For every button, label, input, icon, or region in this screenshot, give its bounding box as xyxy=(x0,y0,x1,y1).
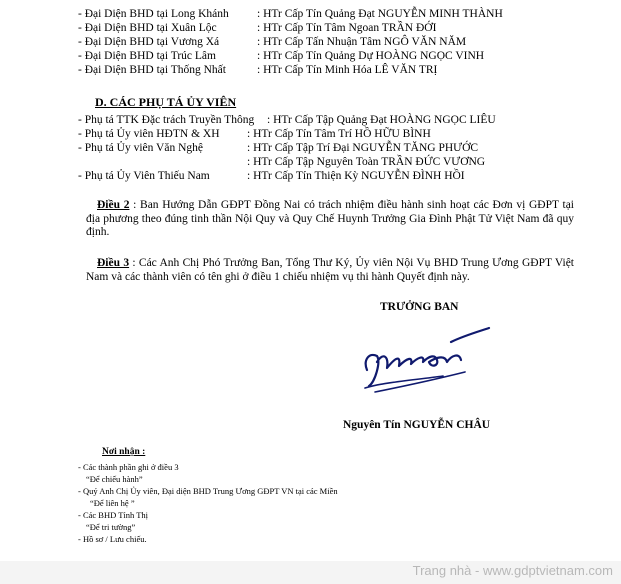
assistant-value: : HTr Cấp Tín Tâm Trí HỒ HỮU BÌNH xyxy=(247,128,431,140)
delegate-row xyxy=(78,22,437,35)
delegate-label: - Đại Diện BHD tại Vương Xá xyxy=(78,36,220,48)
section-d-heading: D. CÁC PHỤ TÁ ỦY VIÊN xyxy=(95,95,237,109)
handwritten-signature xyxy=(355,322,495,402)
article-2-paragraph xyxy=(86,199,574,240)
delegate-row xyxy=(78,8,503,21)
site-footer: Trang nhà - www.gdptvietnam.com xyxy=(412,563,613,578)
delegate-label: - Đại Diện BHD tại Xuân Lộc xyxy=(78,22,217,34)
assistant-value: : HTr Cấp Tập Nguyên Toàn TRẦN ĐỨC VƯƠNG xyxy=(247,156,486,168)
recipient-line: - Các thành phần ghi ở điều 3 xyxy=(78,462,179,472)
recipient-line: - Quý Anh Chị Ủy viên, Đại diện BHD Trung Ương GĐPT VN tại các Miền xyxy=(78,486,338,496)
delegate-value: : HTr Cấp Tín Tâm Ngoan TRẦN ĐỚI xyxy=(257,22,437,34)
delegate-value: : HTr Cấp Tín Quảng Đạt NGUYỄN MINH THÀNH xyxy=(257,8,503,20)
assistant-label: - Phụ tá Ủy viên HĐTN & XH xyxy=(78,128,220,140)
delegate-value: : HTr Cấp Tín Minh Hóa LÊ VĂN TRỊ xyxy=(257,64,438,76)
delegate-row xyxy=(78,64,438,77)
assistant-row xyxy=(78,114,496,127)
recipient-line: - Các BHD Tỉnh Thị xyxy=(78,510,149,520)
article-3-paragraph xyxy=(86,257,574,284)
delegate-row xyxy=(78,36,467,49)
recipient-line: “Để tri tường” xyxy=(86,522,136,532)
assistant-value: : HTr Cấp Tập Quảng Đạt HOÀNG NGỌC LIÊU xyxy=(267,114,496,126)
delegate-value: : HTr Cấp Tấn Nhuận Tâm NGÔ VĂN NĂM xyxy=(257,36,467,48)
assistant-label: - Phụ tá Ủy viên Văn Nghệ xyxy=(78,142,203,154)
article-2-text: : Ban Hướng Dẫn GĐPT Đồng Nai có trách nhiệm điều hành sinh hoạt các Đơn vị GĐPT tại địa phương theo đúng tinh thần Nội Quy và Quy Chế Huynh Trưởng Gia Đình Phật Tử Việt Nam đã quy định. xyxy=(86,199,575,238)
recipient-line: - Hồ sơ / Lưu chiếu. xyxy=(78,534,147,544)
delegate-value: : HTr Cấp Tín Quảng Dự HOÀNG NGỌC VINH xyxy=(257,50,485,62)
delegate-label: - Đại Diện BHD tại Trúc Lâm xyxy=(78,50,216,62)
assistant-row xyxy=(78,128,431,141)
assistant-row xyxy=(78,170,465,183)
recipient-line: “Để liên hệ ” xyxy=(90,498,135,508)
article-3-label: Điều 3 xyxy=(97,257,130,269)
delegate-row xyxy=(78,50,485,63)
assistant-label: - Phụ tá Ủy Viên Thiếu Nam xyxy=(78,170,210,182)
assistant-value: : HTr Cấp Tập Trí Đại NGUYỄN TĂNG PHƯỚC xyxy=(247,142,479,154)
delegate-label: - Đại Diện BHD tại Long Khánh xyxy=(78,8,229,20)
signatory-title: TRƯỞNG BAN xyxy=(380,301,459,313)
delegate-label: - Đại Diện BHD tại Thống Nhất xyxy=(78,64,226,76)
recipient-line: “Để chiếu hành” xyxy=(86,474,143,484)
article-3-text: : Các Anh Chị Phó Trưởng Ban, Tổng Thư Ký, Ủy viên Nội Vụ BHD Trung Ương GĐPT Việt Nam và các thành viên có tên ghi ở điều 1 chiếu nhiệm vụ thi hành Quyết định này. xyxy=(86,257,575,283)
assistant-label: - Phụ tá TTK Đặc trách Truyền Thông xyxy=(78,114,255,126)
recipients-heading: Nơi nhận : xyxy=(102,447,146,457)
article-2-label: Điều 2 xyxy=(97,199,130,211)
assistant-row xyxy=(78,142,479,155)
signatory-name: Nguyên Tín NGUYỄN CHÂU xyxy=(343,419,491,431)
assistant-value: : HTr Cấp Tín Thiện Kỳ NGUYỄN ĐÌNH HỒI xyxy=(247,170,465,182)
